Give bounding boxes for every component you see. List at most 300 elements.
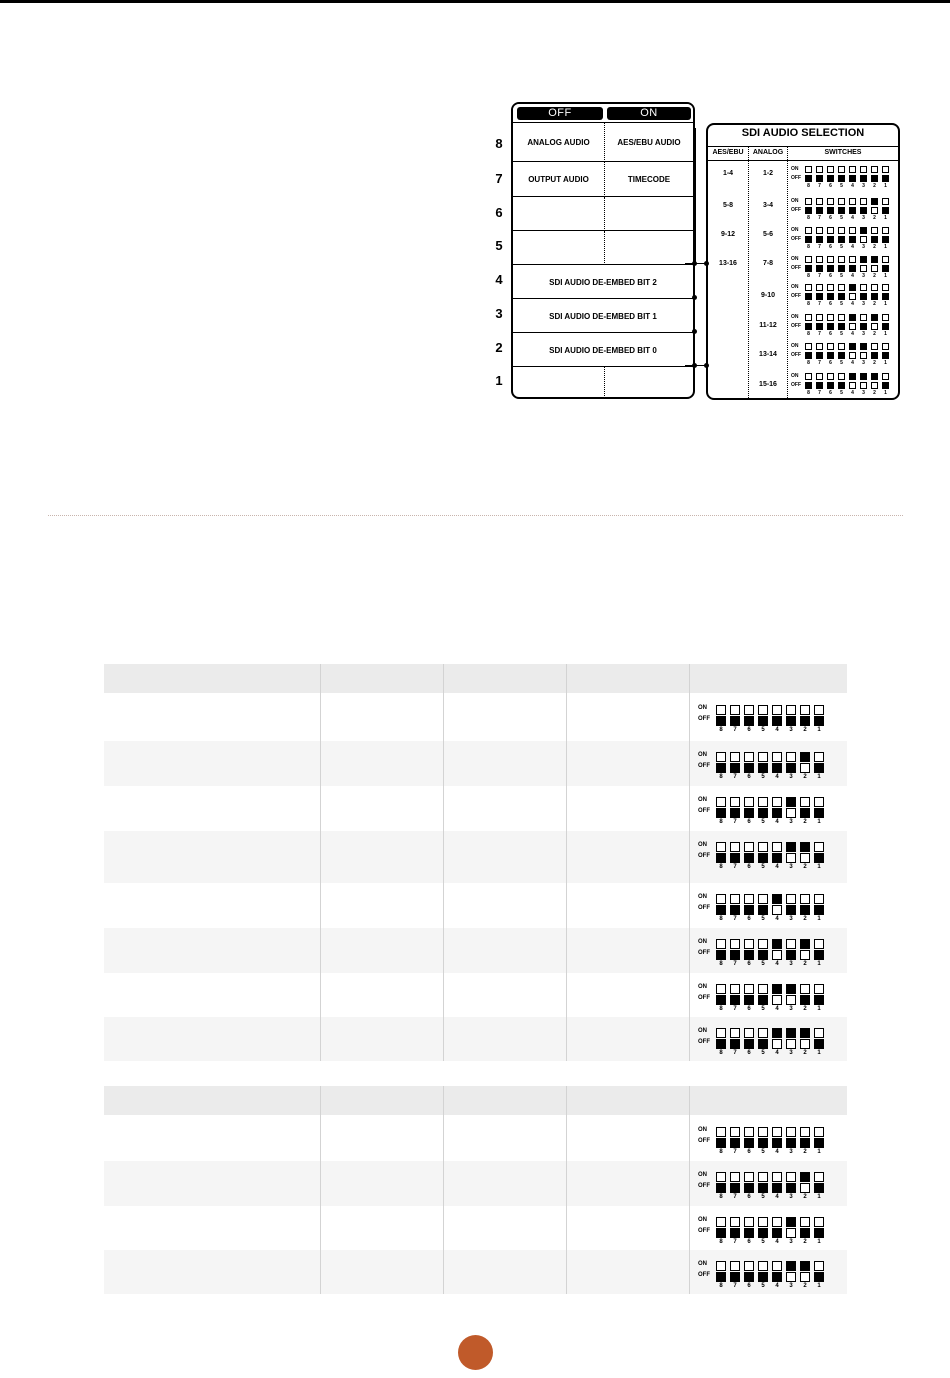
on-off-header: [513, 104, 693, 122]
on-setting-label: TIMECODE: [627, 175, 671, 184]
switch-number: 6: [747, 727, 751, 733]
switch-off-cell: [882, 236, 889, 243]
analog-channels: 11-12: [759, 322, 777, 329]
switch-off-cell: [871, 175, 878, 182]
switch-off-cell: [730, 950, 740, 960]
switch-number: 3: [862, 273, 865, 279]
switch-off-cell: [730, 853, 740, 863]
switch-on-cell: [730, 1127, 740, 1137]
switch-number: 3: [789, 1050, 793, 1056]
switch-off-cell: [871, 265, 878, 272]
switch-on-cell: [838, 256, 845, 263]
title-rule: [708, 146, 898, 147]
switch-on-cell: [871, 227, 878, 234]
switch-off-cell: [814, 905, 824, 915]
switch-on-cell: [744, 1172, 754, 1182]
column-divider: [320, 1086, 321, 1294]
switch-on-cell: [860, 373, 867, 380]
table-header: [104, 664, 847, 693]
switch-number: 2: [873, 331, 876, 337]
switch-number: 7: [818, 273, 821, 279]
switch-on-cell: [730, 752, 740, 762]
aes-ebu-header: AES/EBU: [712, 149, 744, 156]
switch-on-cell: [816, 373, 823, 380]
on-setting-label: [605, 367, 693, 399]
switch-on-cell: [814, 984, 824, 994]
switch-off-cell: [838, 207, 845, 214]
switch-number: 3: [862, 215, 865, 221]
switch-number: 2: [803, 1149, 807, 1155]
switch-on-cell: [716, 842, 726, 852]
switch-row: [513, 264, 693, 299]
switch-on-label: ON: [698, 1028, 707, 1034]
switch-on-cell: [800, 984, 810, 994]
switch-on-cell: [800, 705, 810, 715]
switch-on-label: ON: [791, 343, 799, 349]
switch-on-cell: [860, 343, 867, 350]
connector-dot: [692, 261, 697, 266]
switch-number: 8: [807, 183, 810, 189]
switch-on-cell: [871, 314, 878, 321]
switch-off-cell: [744, 905, 754, 915]
switch-number: 7: [733, 1283, 737, 1289]
switch-on-cell: [772, 752, 782, 762]
page-marker: [458, 1335, 493, 1370]
connector-dot: [692, 295, 697, 300]
switch-on-cell: [882, 284, 889, 291]
switch-on-cell: [800, 894, 810, 904]
switch-off-label: OFF: [698, 905, 710, 911]
switch-number: 1: [817, 916, 821, 922]
switch-number: 1: [884, 360, 887, 366]
switch-number: 1: [817, 1194, 821, 1200]
switch-off-cell: [758, 853, 768, 863]
switch-number: 4: [775, 961, 779, 967]
switch-on-cell: [838, 373, 845, 380]
switch-on-cell: [758, 984, 768, 994]
switch-off-cell: [786, 950, 796, 960]
switch-off-cell: [800, 905, 810, 915]
switch-off-label: OFF: [698, 1138, 710, 1144]
switch-number: 4: [775, 1283, 779, 1289]
switch-number: 7: [733, 961, 737, 967]
switch-row: [513, 298, 693, 333]
switch-off-cell: [786, 905, 796, 915]
switch-number: 6: [747, 1283, 751, 1289]
switch-on-cell: [871, 198, 878, 205]
switch-off-cell: [882, 265, 889, 272]
switch-number: 5: [840, 215, 843, 221]
switch-on-cell: [882, 373, 889, 380]
switch-number: 5: [761, 1050, 765, 1056]
switch-number: 7: [818, 244, 821, 250]
switch-off-cell: [827, 323, 834, 330]
switch-off-cell: [716, 1138, 726, 1148]
switch-off-cell: [772, 905, 782, 915]
switch-off-cell: [849, 175, 856, 182]
switch-off-label: OFF: [791, 323, 801, 329]
switch-number: 8: [719, 1194, 723, 1200]
switch-off-cell: [838, 382, 845, 389]
switch-off-cell: [730, 905, 740, 915]
column-divider: [748, 147, 749, 398]
switch-on-label: ON: [791, 198, 799, 204]
column-divider: [443, 1086, 444, 1294]
switch-on-cell: [716, 939, 726, 949]
switch-number: 1: [884, 215, 887, 221]
switch-off-cell: [730, 1228, 740, 1238]
switch-number: 5: [761, 1194, 765, 1200]
switch-off-label: OFF: [791, 265, 801, 271]
switch-on-cell: [860, 284, 867, 291]
switch-off-cell: [816, 293, 823, 300]
switch-off-cell: [730, 1138, 740, 1148]
switch-number-label: 7: [495, 171, 503, 186]
switch-on-cell: [814, 1261, 824, 1271]
analog-channels: 15-16: [759, 381, 777, 388]
switch-off-label: OFF: [791, 293, 801, 299]
switch-on-label: ON: [791, 256, 799, 262]
column-divider: [443, 664, 444, 1061]
switch-off-cell: [805, 382, 812, 389]
switch-number: 2: [873, 215, 876, 221]
switch-number: 1: [817, 819, 821, 825]
switch-off-cell: [716, 1183, 726, 1193]
switch-number: 6: [829, 301, 832, 307]
switch-number: 5: [840, 331, 843, 337]
switch-on-cell: [716, 984, 726, 994]
switch-number: 3: [862, 331, 865, 337]
switch-off-cell: [827, 352, 834, 359]
switch-row: [513, 366, 693, 399]
switch-number: 2: [873, 301, 876, 307]
switch-off-cell: [849, 236, 856, 243]
switch-on-label: ON: [698, 1127, 707, 1133]
switch-on-label: ON: [791, 284, 799, 290]
switch-on-cell: [882, 343, 889, 350]
switch-on-cell: [786, 894, 796, 904]
switch-off-cell: [860, 382, 867, 389]
switch-on-cell: [758, 1127, 768, 1137]
header-rule: [708, 160, 898, 161]
switch-off-cell: [744, 1228, 754, 1238]
switch-off-cell: [716, 905, 726, 915]
switch-on-cell: [716, 894, 726, 904]
switch-number: 6: [829, 331, 832, 337]
switch-function-label: SDI AUDIO DE-EMBED BIT 0: [549, 345, 657, 355]
switch-off-cell: [838, 175, 845, 182]
switch-off-cell: [882, 207, 889, 214]
switch-off-cell: [744, 1039, 754, 1049]
switch-on-cell: [827, 284, 834, 291]
switch-off-cell: [786, 995, 796, 1005]
switch-off-cell: [814, 1039, 824, 1049]
switch-off-cell: [827, 265, 834, 272]
analog-channels: 13-14: [759, 351, 777, 358]
switch-off-cell: [849, 265, 856, 272]
switch-off-cell: [730, 1039, 740, 1049]
switch-number: 6: [747, 1006, 751, 1012]
switch-number-label: 5: [495, 238, 503, 253]
switch-on-cell: [730, 894, 740, 904]
switch-on-cell: [838, 227, 845, 234]
switch-off-cell: [716, 1272, 726, 1282]
switch-off-cell: [816, 352, 823, 359]
switch-off-cell: [882, 293, 889, 300]
switch-off-cell: [744, 950, 754, 960]
switch-off-cell: [772, 808, 782, 818]
column-divider: [689, 1086, 690, 1294]
switch-number: 5: [761, 1283, 765, 1289]
switch-on-cell: [849, 227, 856, 234]
switch-on-cell: [849, 343, 856, 350]
switch-on-cell: [816, 166, 823, 173]
switch-number-label: 8: [495, 136, 503, 151]
switch-off-cell: [772, 1183, 782, 1193]
switch-on-cell: [882, 198, 889, 205]
aes-ebu-channels: 1-4: [722, 170, 734, 177]
switch-on-cell: [827, 343, 834, 350]
switch-on-cell: [882, 314, 889, 321]
switch-number: 7: [733, 1006, 737, 1012]
switch-number: 6: [747, 1149, 751, 1155]
switch-number: 4: [775, 819, 779, 825]
switch-number: 8: [719, 727, 723, 733]
switch-number-label: 1: [495, 373, 503, 388]
switch-number: 2: [803, 961, 807, 967]
switch-off-cell: [800, 1272, 810, 1282]
switch-number: 4: [775, 1006, 779, 1012]
connector-dot: [692, 363, 697, 368]
switch-off-cell: [716, 1039, 726, 1049]
switch-off-cell: [772, 853, 782, 863]
switch-off-cell: [871, 323, 878, 330]
switch-number: 8: [807, 215, 810, 221]
switch-number: 8: [719, 1283, 723, 1289]
switch-on-cell: [744, 797, 754, 807]
switch-number: 2: [803, 916, 807, 922]
switch-number: 5: [761, 864, 765, 870]
switch-on-cell: [744, 752, 754, 762]
switch-on-cell: [800, 1028, 810, 1038]
switch-number: 4: [851, 301, 854, 307]
switch-function-label: SDI AUDIO DE-EMBED BIT 2: [549, 277, 657, 287]
switch-number: 6: [829, 390, 832, 396]
switch-number: 2: [803, 727, 807, 733]
switch-on-cell: [838, 343, 845, 350]
switch-off-cell: [838, 293, 845, 300]
switch-off-cell: [758, 763, 768, 773]
switch-number-label: 3: [495, 306, 503, 321]
switch-off-cell: [744, 1272, 754, 1282]
switch-on-cell: [816, 198, 823, 205]
switch-number: 3: [862, 390, 865, 396]
switch-off-cell: [716, 853, 726, 863]
switch-off-cell: [730, 808, 740, 818]
switch-off-cell: [882, 382, 889, 389]
switch-number: 3: [789, 1006, 793, 1012]
switch-off-cell: [871, 293, 878, 300]
switch-on-cell: [860, 198, 867, 205]
switch-off-cell: [860, 175, 867, 182]
switch-number: 3: [789, 961, 793, 967]
switch-number: 3: [789, 1194, 793, 1200]
switch-number: 2: [803, 1050, 807, 1056]
switch-off-cell: [814, 763, 824, 773]
switch-number: 2: [803, 819, 807, 825]
switch-on-cell: [716, 752, 726, 762]
switch-number: 5: [840, 244, 843, 250]
switch-on-label: ON: [698, 705, 707, 711]
switch-number: 4: [775, 1194, 779, 1200]
switch-off-cell: [786, 1183, 796, 1193]
switch-off-cell: [772, 1138, 782, 1148]
switch-on-cell: [871, 166, 878, 173]
switch-on-cell: [744, 984, 754, 994]
switch-number-label: 2: [495, 340, 503, 355]
switch-on-cell: [838, 284, 845, 291]
switch-number: 1: [884, 273, 887, 279]
switch-on-cell: [758, 1217, 768, 1227]
switch-on-cell: [716, 1172, 726, 1182]
switch-on-cell: [816, 314, 823, 321]
off-setting-label: ANALOG AUDIO: [513, 123, 605, 162]
switch-on-label: ON: [791, 373, 799, 379]
switch-number: 6: [747, 961, 751, 967]
switch-off-cell: [758, 808, 768, 818]
switch-number: 4: [851, 215, 854, 221]
switch-number: 6: [747, 1239, 751, 1245]
switch-off-cell: [716, 763, 726, 773]
switch-on-cell: [772, 1127, 782, 1137]
switch-off-cell: [786, 808, 796, 818]
switch-on-cell: [730, 1261, 740, 1271]
switch-off-label: OFF: [791, 352, 801, 358]
switch-off-cell: [871, 207, 878, 214]
table-header: [104, 1086, 847, 1115]
off-setting-label: [513, 197, 605, 231]
switch-on-label: ON: [698, 894, 707, 900]
switch-on-cell: [772, 894, 782, 904]
switch-off-cell: [816, 382, 823, 389]
switch-on-cell: [849, 284, 856, 291]
switch-number: 8: [807, 244, 810, 250]
switch-number: 8: [807, 301, 810, 307]
off-setting-label: [513, 367, 605, 399]
switch-number: 6: [829, 183, 832, 189]
switch-off-cell: [838, 352, 845, 359]
switch-number: 6: [747, 1194, 751, 1200]
switch-off-cell: [786, 853, 796, 863]
switch-on-cell: [744, 1217, 754, 1227]
switch-off-label: OFF: [791, 175, 801, 181]
switch-off-cell: [814, 853, 824, 863]
switch-number: 7: [733, 864, 737, 870]
switch-off-cell: [786, 1138, 796, 1148]
switch-number: 7: [733, 1194, 737, 1200]
switch-number: 1: [817, 1006, 821, 1012]
switch-off-cell: [849, 382, 856, 389]
switch-number: 1: [817, 1239, 821, 1245]
switch-on-cell: [716, 705, 726, 715]
switch-on-cell: [744, 894, 754, 904]
switch-number: 8: [719, 1050, 723, 1056]
switch-on-cell: [758, 705, 768, 715]
switch-on-cell: [814, 939, 824, 949]
switch-off-cell: [814, 808, 824, 818]
switch-on-cell: [772, 705, 782, 715]
switch-number: 3: [789, 1283, 793, 1289]
switch-off-cell: [814, 1183, 824, 1193]
switch-on-cell: [805, 314, 812, 321]
switch-number: 4: [851, 273, 854, 279]
switch-on-cell: [838, 314, 845, 321]
switch-on-cell: [871, 373, 878, 380]
switch-on-cell: [786, 797, 796, 807]
switch-number: 4: [851, 331, 854, 337]
switch-off-cell: [758, 950, 768, 960]
switch-on-cell: [772, 984, 782, 994]
switch-number: 2: [873, 273, 876, 279]
switch-off-cell: [800, 1039, 810, 1049]
switch-off-cell: [827, 207, 834, 214]
switch-on-cell: [805, 256, 812, 263]
switch-off-cell: [816, 265, 823, 272]
switch-on-cell: [716, 1217, 726, 1227]
switch-number: 7: [818, 301, 821, 307]
switch-off-cell: [800, 716, 810, 726]
switch-off-cell: [814, 995, 824, 1005]
switch-number: 7: [733, 916, 737, 922]
switch-on-cell: [800, 752, 810, 762]
switch-on-cell: [772, 1217, 782, 1227]
switch-number: 8: [719, 916, 723, 922]
switch-off-cell: [860, 323, 867, 330]
analog-channels: 7-8: [762, 260, 774, 267]
switch-off-cell: [814, 1138, 824, 1148]
switch-number: 4: [775, 774, 779, 780]
switch-on-cell: [786, 1127, 796, 1137]
switch-on-cell: [744, 842, 754, 852]
switch-number: 4: [851, 390, 854, 396]
switch-on-label: ON: [791, 166, 799, 172]
switch-row: [513, 122, 693, 162]
switch-off-cell: [800, 763, 810, 773]
switch-off-cell: [772, 995, 782, 1005]
switch-off-cell: [800, 995, 810, 1005]
connector-line: [695, 128, 696, 263]
switch-on-cell: [800, 1261, 810, 1271]
switch-on-cell: [849, 198, 856, 205]
aes-ebu-channels: 5-8: [722, 202, 734, 209]
switch-on-cell: [786, 1217, 796, 1227]
on-setting-label: [605, 231, 693, 265]
switch-on-cell: [871, 256, 878, 263]
switch-on-cell: [814, 1127, 824, 1137]
switch-off-cell: [860, 207, 867, 214]
switch-on-cell: [882, 227, 889, 234]
switch-number: 3: [789, 727, 793, 733]
switch-on-cell: [882, 256, 889, 263]
switch-off-cell: [730, 1183, 740, 1193]
switch-number: 1: [884, 331, 887, 337]
column-divider: [566, 1086, 567, 1294]
switch-number: 3: [789, 819, 793, 825]
switch-number: 4: [775, 1239, 779, 1245]
switch-on-cell: [849, 373, 856, 380]
switch-on-cell: [786, 1028, 796, 1038]
switch-number: 5: [761, 819, 765, 825]
